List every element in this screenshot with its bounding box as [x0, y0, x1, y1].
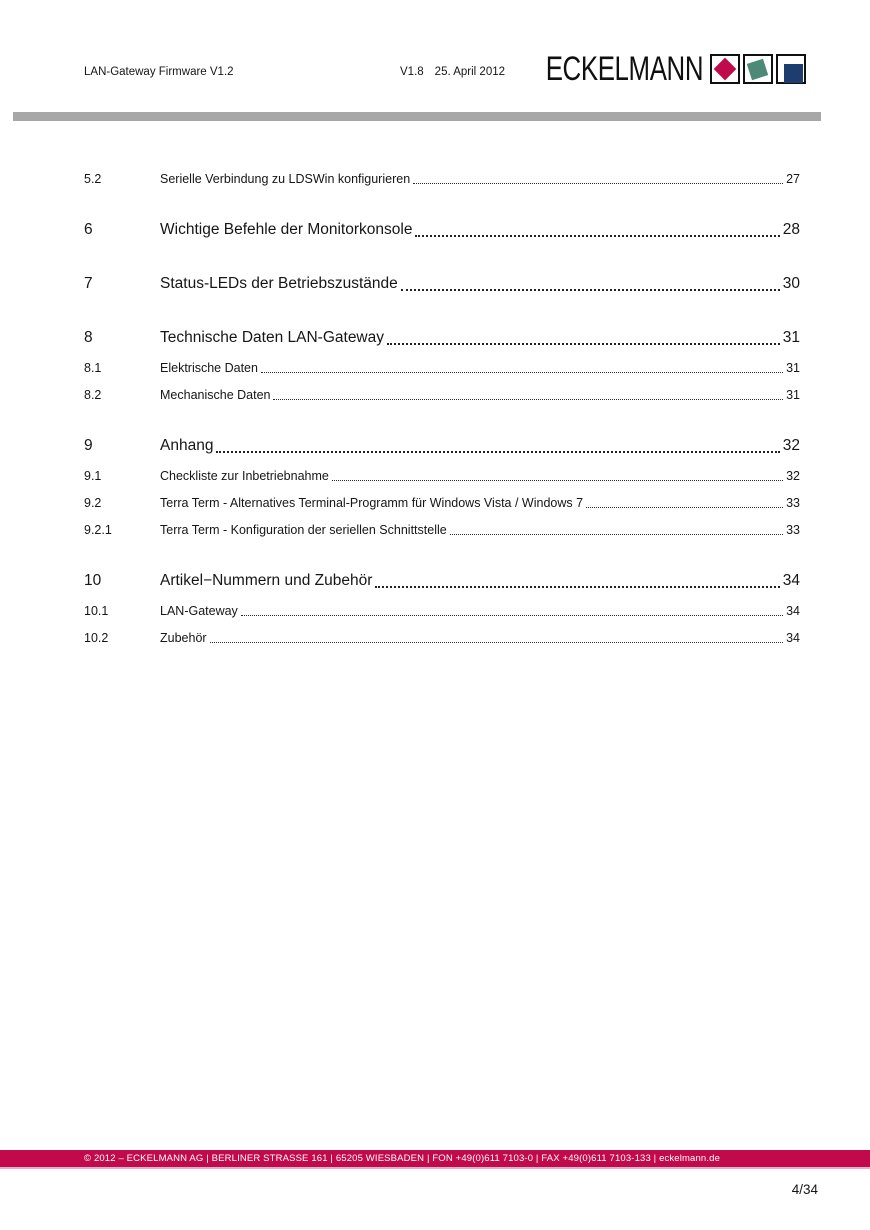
toc-entry-page: 28 — [782, 221, 800, 238]
crimson-diamond-icon — [714, 58, 737, 81]
toc-entry-page: 30 — [782, 275, 800, 292]
toc-leader-dots — [332, 480, 783, 481]
toc-entry[interactable] — [84, 461, 800, 488]
header-date: 25. April 2012 — [434, 66, 506, 78]
toc-entry-page: 31 — [782, 329, 800, 346]
toc-entry-title: Terra Term - Konfiguration der seriellen Schnittstelle — [160, 523, 447, 537]
toc-entry-number: 7 — [84, 275, 93, 292]
toc-entry-page: 31 — [786, 361, 800, 375]
header-version: V1.8 — [400, 66, 424, 78]
toc-entry-number: 8.2 — [84, 388, 102, 402]
toc-entry[interactable] — [84, 623, 800, 650]
toc-entry-page: 34 — [782, 572, 800, 589]
toc-entry[interactable] — [84, 596, 800, 623]
toc-entry[interactable] — [84, 515, 800, 542]
header-divider — [13, 112, 821, 121]
toc-entry-number: 10.1 — [84, 604, 109, 618]
toc-entry-page: 33 — [786, 496, 800, 510]
toc-entry-number: 8 — [84, 329, 93, 346]
toc-entry-number: 9.2 — [84, 496, 102, 510]
toc-entry-page: 32 — [782, 437, 800, 454]
toc-entry[interactable] — [84, 324, 800, 353]
toc-entry-title: Checkliste zur Inbetriebnahme — [160, 469, 329, 483]
toc-entry-page: 31 — [786, 388, 800, 402]
toc-entry-number: 5.2 — [84, 172, 102, 186]
toc-entry[interactable] — [84, 216, 800, 245]
toc-entry-number: 8.1 — [84, 361, 102, 375]
logo-mark — [710, 54, 806, 84]
toc-entry-number: 9 — [84, 437, 93, 454]
toc-entry-title: Mechanische Daten — [160, 388, 271, 402]
toc-entry[interactable] — [84, 353, 800, 380]
toc-entry-title: Technische Daten LAN-Gateway — [160, 329, 385, 346]
toc-leader-dots — [387, 343, 780, 345]
toc-leader-dots — [210, 642, 784, 643]
toc-leader-dots — [216, 451, 779, 453]
toc-entry[interactable] — [84, 380, 800, 407]
toc-leader-dots — [401, 289, 780, 291]
toc-entry-title: Zubehör — [160, 631, 207, 645]
toc-entry-page: 27 — [786, 172, 800, 186]
table-of-contents — [84, 164, 800, 650]
logo-wordmark: ECKELMANN — [545, 50, 703, 88]
teal-square-icon — [747, 59, 768, 80]
page-number-indicator: 4/34 — [791, 1182, 818, 1197]
toc-leader-dots — [586, 507, 783, 508]
toc-entry-number: 9.1 — [84, 469, 102, 483]
toc-entry-title: LAN-Gateway — [160, 604, 238, 618]
toc-entry[interactable] — [84, 567, 800, 596]
toc-entry-title: Anhang — [160, 437, 214, 454]
eckelmann-logo — [496, 52, 806, 86]
toc-entry-page: 32 — [786, 469, 800, 483]
toc-entry-page: 34 — [786, 604, 800, 618]
toc-entry[interactable] — [84, 488, 800, 515]
toc-entry-title: Artikel−Nummern und Zubehör — [160, 572, 373, 589]
toc-entry-number: 10.2 — [84, 631, 109, 645]
logo-cell — [776, 54, 806, 84]
footer-imprint: © 2012 – ECKELMANN AG | BERLINER STRASSE 161 | 65205 WIESBADEN | FON +49(0)611 7103-0 | FAX +49(0)611 7103-133 | eckelmann.de — [84, 1153, 721, 1164]
toc-entry-title: Serielle Verbindung zu LDSWin konfigurieren — [160, 172, 411, 186]
navy-square-icon — [784, 64, 803, 83]
toc-entry-page: 34 — [786, 631, 800, 645]
toc-leader-dots — [241, 615, 783, 616]
toc-leader-dots — [415, 235, 779, 237]
toc-leader-dots — [261, 372, 783, 373]
toc-entry-number: 9.2.1 — [84, 523, 112, 537]
toc-leader-dots — [375, 586, 779, 588]
toc-entry-number: 10 — [84, 572, 102, 589]
logo-cell — [743, 54, 773, 84]
toc-entry-title: Terra Term - Alternatives Terminal-Programm für Windows Vista / Windows 7 — [160, 496, 584, 510]
toc-entry-number: 6 — [84, 221, 93, 238]
toc-entry-title: Status-LEDs der Betriebszustände — [160, 275, 398, 292]
logo-cell — [710, 54, 740, 84]
toc-entry[interactable] — [84, 164, 800, 191]
toc-leader-dots — [273, 399, 783, 400]
toc-leader-dots — [450, 534, 783, 535]
header-doc-title: LAN-Gateway Firmware V1.2 — [84, 66, 234, 78]
toc-entry-page: 33 — [786, 523, 800, 537]
toc-entry[interactable] — [84, 270, 800, 299]
toc-leader-dots — [413, 183, 783, 184]
toc-entry-title: Elektrische Daten — [160, 361, 258, 375]
toc-entry[interactable] — [84, 432, 800, 461]
toc-entry-title: Wichtige Befehle der Monitorkonsole — [160, 221, 413, 238]
footer-bar — [0, 1150, 870, 1169]
header-version-date — [400, 66, 505, 78]
